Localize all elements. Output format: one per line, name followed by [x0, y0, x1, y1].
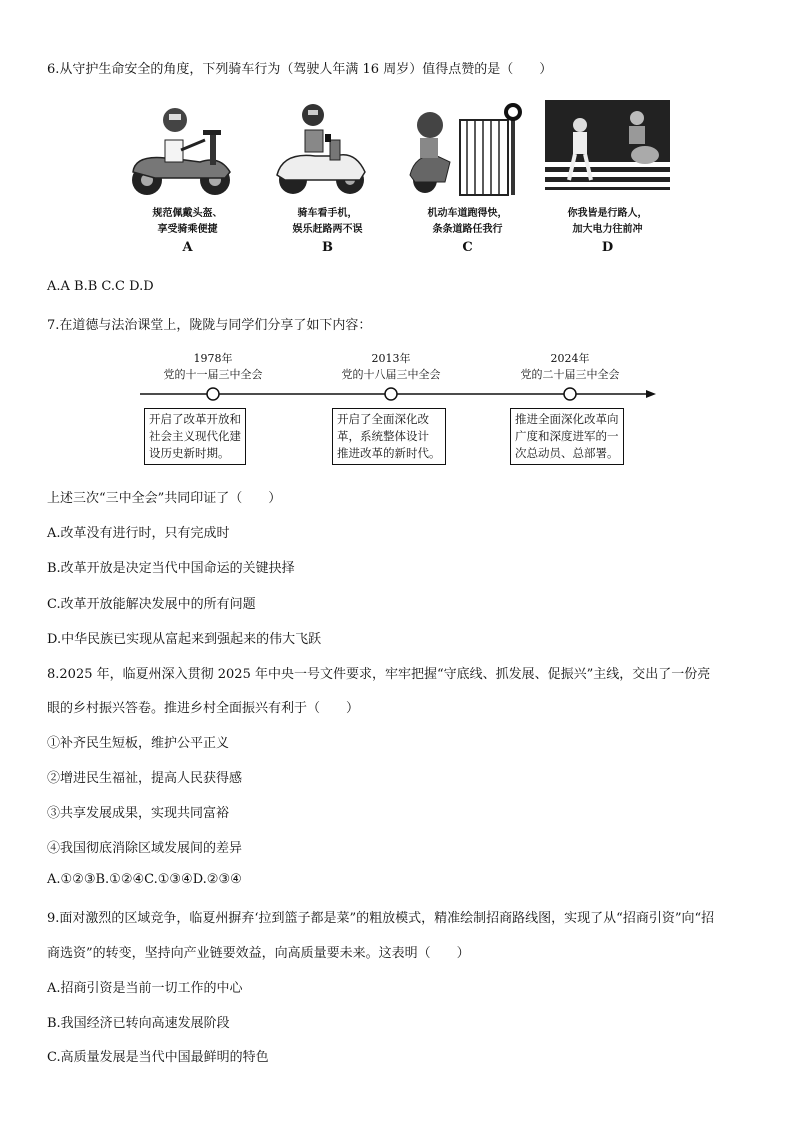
timeline-box-2024-line1: 推进全面深化改革向 [515, 412, 619, 426]
timeline-box-2013-line1: 开启了全面深化改 [337, 412, 429, 426]
timeline-year-2013: 2013年 [371, 352, 411, 365]
q6-stem: 6.从守护生命安全的角度，下列骑车行为（驾驶人年满 16 周岁）值得点赞的是（ ） [47, 62, 553, 77]
q8-item-1: ①补齐民生短板，维护公平正义 [47, 736, 230, 751]
option-d-caption-1: 你我皆是行路人， [567, 208, 648, 219]
timeline-meeting-2024: 党的二十届三中全会 [520, 368, 620, 381]
option-c-figure [405, 100, 530, 260]
q9-option-b: B.我国经济已转向高速发展阶段 [47, 1016, 230, 1031]
option-b-caption-1: 骑车看手机， [297, 208, 358, 219]
q8-item-2: ②增进民生福祉，提高人民获得感 [47, 771, 243, 786]
crosswalk-rush-icon [545, 100, 670, 200]
q6-options: A.A B.B C.C D.D [47, 279, 154, 294]
option-d-figure [545, 100, 670, 260]
timeline-meeting-2013: 党的十八届三中全会 [341, 368, 441, 381]
q9-stem-line2: 商选资”的转变，坚持向产业链要效益，向高质量要未来。这表明（ ） [47, 946, 470, 961]
q8-item-4: ④我国彻底消除区域发展间的差异 [47, 841, 243, 856]
option-a-letter: A [182, 240, 193, 255]
q6-figure-row [125, 100, 685, 270]
q7-option-d: D.中华民族已实现从富起来到强起来的伟大飞跃 [47, 632, 322, 647]
option-a-figure [125, 100, 250, 260]
q7-option-b: B.改革开放是决定当代中国命运的关键抉择 [47, 561, 295, 576]
q8-stem-line2: 眼的乡村振兴答卷。推进乡村全面振兴有利于（ ） [47, 701, 360, 716]
timeline-box-2024 [510, 408, 624, 465]
timeline-box-1978 [144, 408, 246, 465]
timeline-year-2024: 2024年 [550, 352, 590, 365]
timeline-meeting-1978: 党的十一届三中全会 [163, 368, 263, 381]
q7-option-c: C.改革开放能解决发展中的所有问题 [47, 597, 256, 612]
option-d-caption-2: 加大电力往前冲 [572, 224, 643, 235]
option-c-caption-2: 条条道路任我行 [432, 224, 503, 235]
q7-question: 上述三次“三中全会”共同印证了（ ） [47, 491, 282, 506]
q8-stem-line1: 8.2025 年，临夏州深入贯彻 2025 年中央一号文件要求，牢牢把握“守底线、抓发展、促振兴”主线，交出了一份亮 [47, 667, 711, 682]
q9-option-a: A.招商引资是当前一切工作的中心 [47, 981, 243, 996]
timeline-box-1978-line2: 社会主义现代化建 [149, 429, 241, 443]
option-c-caption-1: 机动车道跑得快， [427, 208, 508, 219]
q8-options: A.①②③B.①②④C.①③④D.②③④ [47, 872, 242, 887]
option-a-caption-2: 享受骑乘便捷 [157, 224, 218, 235]
q7-stem: 7.在道德与法治课堂上，陇陇与同学们分享了如下内容： [47, 318, 372, 333]
option-b-letter: B [322, 240, 333, 255]
q9-stem-line1: 9.面对激烈的区域竞争，临夏州摒弃‘拉到篮子都是菜”的粗放模式，精准绘制招商路线图，实现了从“招商引资”向“招 [47, 911, 715, 926]
option-d-letter: D [601, 240, 614, 255]
scooter-motor-lane-icon [405, 100, 530, 200]
q8-item-3: ③共享发展成果，实现共同富裕 [47, 806, 230, 821]
timeline-box-2013-line3: 推进改革的新时代。 [337, 446, 441, 460]
q7-option-a: A.改革没有进行时，只有完成时 [47, 526, 230, 541]
timeline-box-2013-line2: 革，系统整体设计 [337, 429, 429, 443]
timeline-box-1978-line1: 开启了改革开放和 [149, 412, 241, 426]
timeline-year-1978: 1978年 [193, 352, 233, 365]
timeline-box-1978-line3: 设历史新时期。 [149, 446, 230, 460]
timeline-box-2024-line2: 广度和深度进军的一 [515, 429, 619, 443]
option-c-letter: C [462, 240, 473, 255]
option-b-figure [265, 100, 390, 260]
option-b-caption-2: 娱乐赶路两不误 [292, 224, 363, 235]
q9-option-c: C.高质量发展是当代中国最鲜明的特色 [47, 1050, 269, 1065]
option-a-caption-1: 规范佩戴头盔、 [152, 208, 223, 219]
scooter-phone-icon [265, 100, 390, 200]
timeline-box-2024-line3: 次总动员、总部署。 [515, 446, 619, 460]
timeline-box-2013 [332, 408, 446, 465]
timeline-diagram [138, 348, 658, 472]
scooter-helmet-icon [125, 100, 250, 200]
